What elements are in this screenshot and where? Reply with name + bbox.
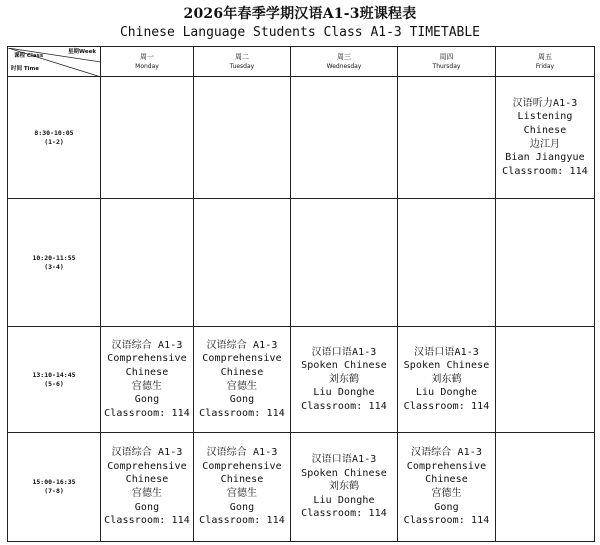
day-header-thursday: 周四 Thursday (398, 47, 496, 77)
class-cell (101, 327, 194, 433)
class-cell-line: 宫德生 (131, 380, 163, 392)
timeslot-time: 10:20-11:55 (32, 253, 76, 262)
timeslot-label (8, 327, 101, 433)
class-cell-line: Liu Donghe (313, 387, 375, 399)
class-cell-line: Bian Jiangyue (505, 152, 585, 164)
class-cell-line: Comprehensive (107, 460, 187, 472)
empty-cell (291, 199, 398, 327)
class-cell-line: 刘东鹤 (328, 373, 360, 385)
class-cell-line: Classroom: 114 (301, 400, 387, 412)
class-cell-line: Spoken Chinese (403, 360, 490, 372)
empty-cell (291, 77, 398, 199)
title-block (0, 0, 600, 42)
class-cell-line: Chinese (220, 366, 264, 378)
class-cell-line: Chinese (523, 124, 567, 136)
class-cell-line: Liu Donghe (415, 387, 478, 399)
class-cell (291, 327, 398, 433)
timetable-title-english: Chinese Language Students Class A1-3 TIMETABLE (119, 25, 481, 40)
empty-cell (398, 199, 496, 327)
class-cell-line: 刘东鹤 (328, 481, 360, 493)
timeslot-label (8, 433, 101, 542)
class-cell-line: 汉语综合 A1-3 (111, 447, 183, 459)
empty-cell (496, 327, 595, 433)
header-row (8, 47, 595, 77)
empty-cell (496, 199, 595, 327)
empty-cell (496, 433, 595, 542)
class-cell-line: Comprehensive (107, 353, 187, 365)
timeslot-label (8, 77, 101, 199)
class-cell-line: Listening (517, 111, 573, 123)
class-cell-line: Classroom: 114 (403, 400, 490, 412)
class-cell-line: Gong (134, 394, 160, 406)
class-cell-line: Spoken Chinese (301, 360, 387, 372)
class-cell-line: Chinese (220, 474, 264, 486)
class-cell (496, 77, 595, 199)
class-cell-line: 刘东鹤 (431, 373, 462, 385)
class-cell-line: 汉语口语A1-3 (311, 454, 377, 466)
class-cell-line: Gong (229, 501, 255, 513)
class-cell-line: 汉语综合 A1-3 (206, 447, 278, 459)
class-cell-line: 汉语综合 A1-3 (206, 339, 278, 351)
class-cell-line: Gong (229, 394, 255, 406)
class-cell-line: 宫德生 (131, 488, 163, 499)
empty-cell (398, 77, 496, 199)
timeslot-time: 15:00-16:35 (32, 478, 76, 486)
empty-cell (194, 199, 291, 327)
class-cell-line: Classroom: 114 (502, 165, 588, 177)
class-cell-line: 宫德生 (431, 488, 462, 499)
corner-time-label: 时间 Time (11, 65, 40, 72)
corner-week-label: 星期Week (68, 48, 96, 55)
timeslot-row (8, 199, 595, 327)
timeslot-row (8, 327, 595, 433)
timetable-grid (7, 46, 595, 542)
corner-header-cell (8, 47, 101, 77)
day-header-monday: 周一 Monday (101, 47, 194, 77)
class-cell-line: 汉语综合 A1-3 (111, 339, 183, 351)
timeslot-period: (1-2) (44, 137, 64, 146)
class-cell-line: Chinese (125, 474, 169, 486)
timeslot-time: 13:10-14:45 (32, 370, 76, 379)
class-cell-line: Classroom: 114 (301, 508, 387, 520)
day-header-friday: 周五 Friday (496, 47, 595, 77)
class-cell-line: 宫德生 (226, 488, 258, 499)
class-cell-line: 边江月 (529, 138, 561, 150)
class-cell (101, 433, 194, 542)
class-cell (398, 327, 496, 433)
timeslot-time: 8:30-10:05 (34, 128, 74, 137)
class-cell-line: Gong (134, 501, 160, 513)
class-cell (398, 433, 496, 542)
class-cell-line: Classroom: 114 (199, 515, 285, 527)
day-header-wednesday: 周三 Wednesday (291, 47, 398, 77)
class-cell-line: Classroom: 114 (403, 515, 490, 527)
timeslot-row (8, 433, 595, 542)
class-cell (291, 433, 398, 542)
class-cell-line: 汉语口语A1-3 (311, 346, 377, 358)
class-cell-line: Comprehensive (406, 460, 487, 472)
class-cell-line: Spoken Chinese (301, 467, 387, 479)
class-cell (194, 433, 291, 542)
timeslot-period: (3-4) (44, 262, 64, 271)
timetable-title-chinese: 2026年春季学期汉语A1-3班课程表 (183, 6, 417, 22)
timeslot-period: (7-8) (44, 487, 64, 495)
empty-cell (101, 77, 194, 199)
empty-cell (194, 77, 291, 199)
day-header-tuesday: 周二 Tuesday (194, 47, 291, 77)
class-cell-line: Chinese (425, 474, 468, 486)
class-cell-line: Chinese (125, 366, 169, 378)
empty-cell (101, 199, 194, 327)
timeslot-row (8, 77, 595, 199)
class-cell-line: 汉语口语A1-3 (414, 346, 479, 358)
timeslot-label (8, 199, 101, 327)
class-cell-line: 汉语听力A1-3 (512, 97, 578, 109)
timeslot-period: (5-6) (44, 379, 64, 388)
class-cell-line: Gong (434, 501, 459, 513)
class-cell-line: Classroom: 114 (199, 407, 285, 419)
class-cell (194, 327, 291, 433)
class-cell-line: Comprehensive (202, 353, 282, 365)
class-cell-line: Classroom: 114 (104, 515, 190, 527)
class-cell-line: Classroom: 114 (104, 407, 190, 419)
class-cell-line: Liu Donghe (313, 494, 375, 506)
class-cell-line: Comprehensive (202, 460, 282, 472)
class-cell-line: 宫德生 (226, 380, 258, 392)
class-cell-line: 汉语综合 A1-3 (410, 447, 482, 459)
corner-class-label: 课程 Class (14, 52, 44, 59)
